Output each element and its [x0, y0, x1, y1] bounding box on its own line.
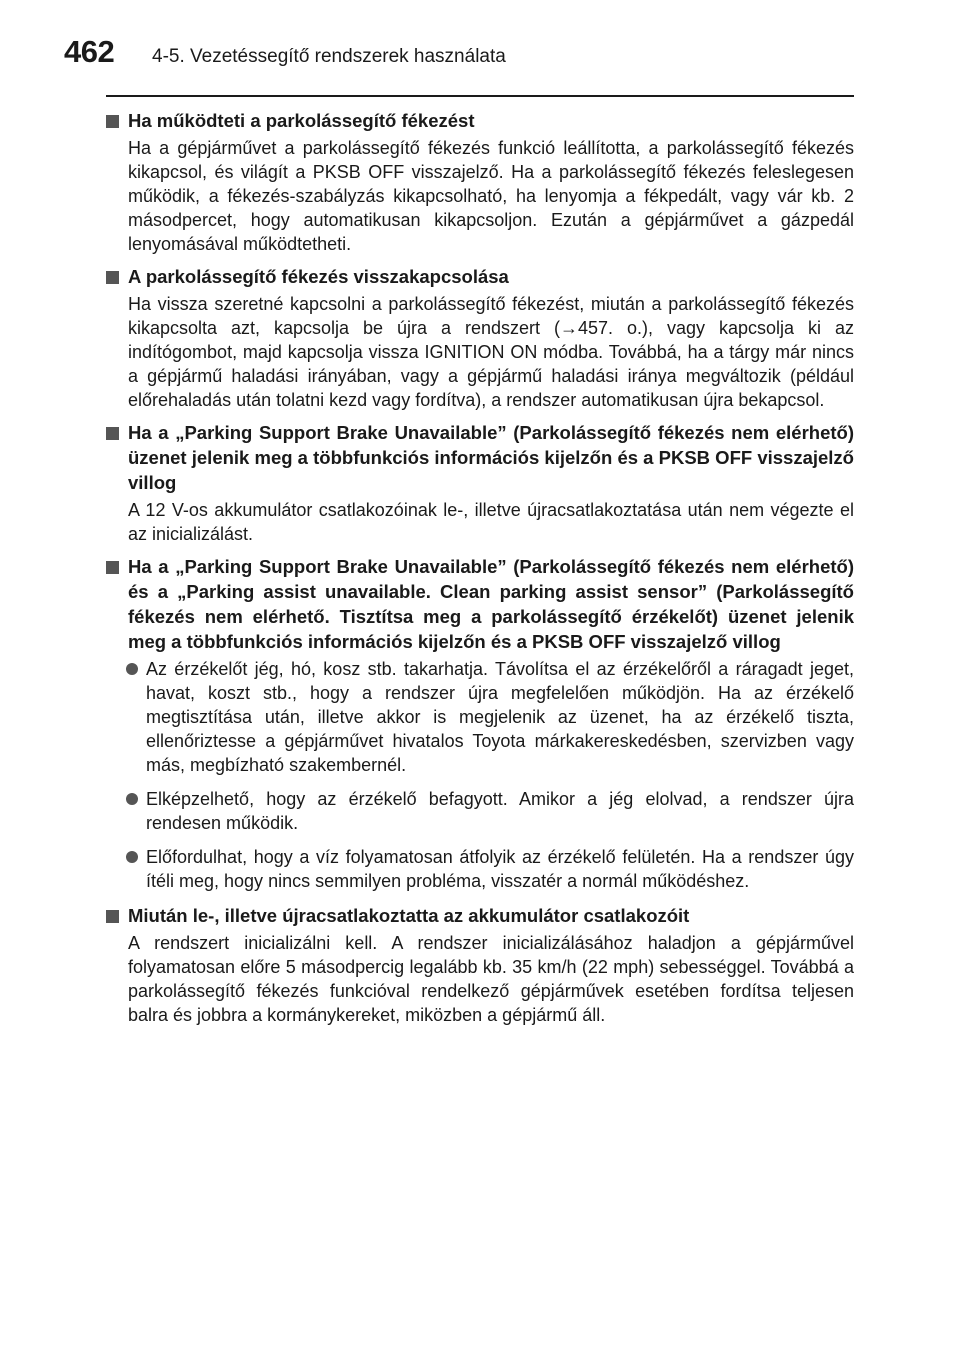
section-body: A 12 V-os akkumulátor csatlakozóinak le-, illetve újracsatlakoztatása után nem végezte el az inicializálást. [128, 500, 854, 544]
section-heading [106, 264, 854, 289]
section-heading [106, 903, 854, 928]
round-bullet-icon [126, 663, 138, 675]
list-item [106, 845, 854, 893]
section-operating-brake [106, 108, 854, 256]
section-heading-text: Ha a „Parking Support Brake Unavailable” (Parkolássegítő fékezés nem elérhető) és a „Parking assist unavailable. Clean parking assist sensor” (Parkolássegítő fékezés nem elérhető. Tisztítsa meg a parkolássegítő érzékelőt) üzenet jelenik meg a többfunkciós információs kijelzőn és a PKSB OFF visszajelző villog [128, 556, 854, 652]
section-heading [106, 108, 854, 133]
page-content [106, 108, 854, 1035]
section-body: A rendszert inicializálni kell. A rendszer inicializálásához haladjon a gépjárművel folyamatosan előre 5 másodpercig legalább kb. 35 km/h (22 mph) sebességgel. Továbbá a parkolássegítő fékezés funkcióval rendelkező gépjárművek esetében fordítsa teljesen balra és jobbra a kormánykereket, miközben a gépjármű áll. [128, 933, 854, 1025]
section-heading-text: A parkolássegítő fékezés visszakapcsolása [128, 266, 509, 287]
section-heading-text: Ha működteti a parkolássegítő fékezést [128, 110, 475, 131]
section-battery-reconnect [106, 903, 854, 1027]
section-body: Ha a gépjárművet a parkolássegítő fékezés funkció leállította, a parkolássegítő fékezés kikapcsol, és világít a PKSB OFF visszajelző. Ha a parkolássegítő fékezés feleslegesen működik, a fékezés-szabályzás kikapcsolható, ha lenyomja a fékpedált, vagy vár kb. 2 másodpercet, hogy automatikusan kikapcsoljon. Ezután a gépjárművet a gázpedál lenyomásával működtetheti. [128, 138, 854, 254]
list-item-text: Előfordulhat, hogy a víz folyamatosan átfolyik az érzékelő felületén. Ha a rendszer úgy ítéli meg, hogy nincs semmilyen probléma, visszatér a normál működéshez. [146, 847, 854, 891]
square-bullet-icon [106, 427, 119, 440]
header-divider [106, 95, 854, 97]
round-bullet-icon [126, 793, 138, 805]
section-heading-text: Miután le-, illetve újracsatlakoztatta az akkumulátor csatlakozóit [128, 905, 690, 926]
section-unavailable-message [106, 420, 854, 546]
list-item-text: Az érzékelőt jég, hó, kosz stb. takarhatja. Távolítsa el az érzékelőről a ráragadt jeget, havat, koszt stb., hogy a rendszer újra megfelelően működjön. Ha az érzékelő megtisztítása után, illetve akkor is megjelenik az üzenet, ha az érzékelő tiszta, ellenőriztesse a gépjárművet hivatalos Toyota márkakereskedésben, szervizben vagy más, megbízható szakembernél. [146, 659, 854, 775]
square-bullet-icon [106, 271, 119, 284]
section-reactivation [106, 264, 854, 412]
round-bullet-icon [126, 851, 138, 863]
section-clean-sensor-message [106, 554, 854, 893]
section-heading-text: Ha a „Parking Support Brake Unavailable” (Parkolássegítő fékezés nem elérhető) üzenet jelenik meg a többfunkciós információs kijelzőn és a PKSB OFF visszajelző villog [128, 422, 854, 493]
section-heading [106, 554, 854, 654]
square-bullet-icon [106, 561, 119, 574]
square-bullet-icon [106, 910, 119, 923]
list-item [106, 657, 854, 777]
list-item [106, 787, 854, 835]
section-heading [106, 420, 854, 495]
square-bullet-icon [106, 115, 119, 128]
section-body: Ha vissza szeretné kapcsolni a parkolássegítő fékezést, miután a parkolássegítő fékezés kikapcsolta azt, kapcsolja be újra a rendszert (→457. o.), vagy kapcsolja ki az indítógombot, majd kapcsolja vissza IGNITION ON módba. Továbbá, ha a tárgy már nincs a gépjármű haladási irányában, vagy a gépjármű haladási iránya megváltozik (például előrehaladás után tolatni kezd vagy fordítva), a rendszer automatikusan újra bekapcsol. [128, 294, 854, 410]
list-item-text: Elképzelhető, hogy az érzékelő befagyott. Amikor a jég elolvad, a rendszer újra rendesen működik. [146, 789, 854, 833]
chapter-title: 4-5. Vezetéssegítő rendszerek használata [152, 46, 506, 67]
page-number: 462 [64, 34, 115, 69]
